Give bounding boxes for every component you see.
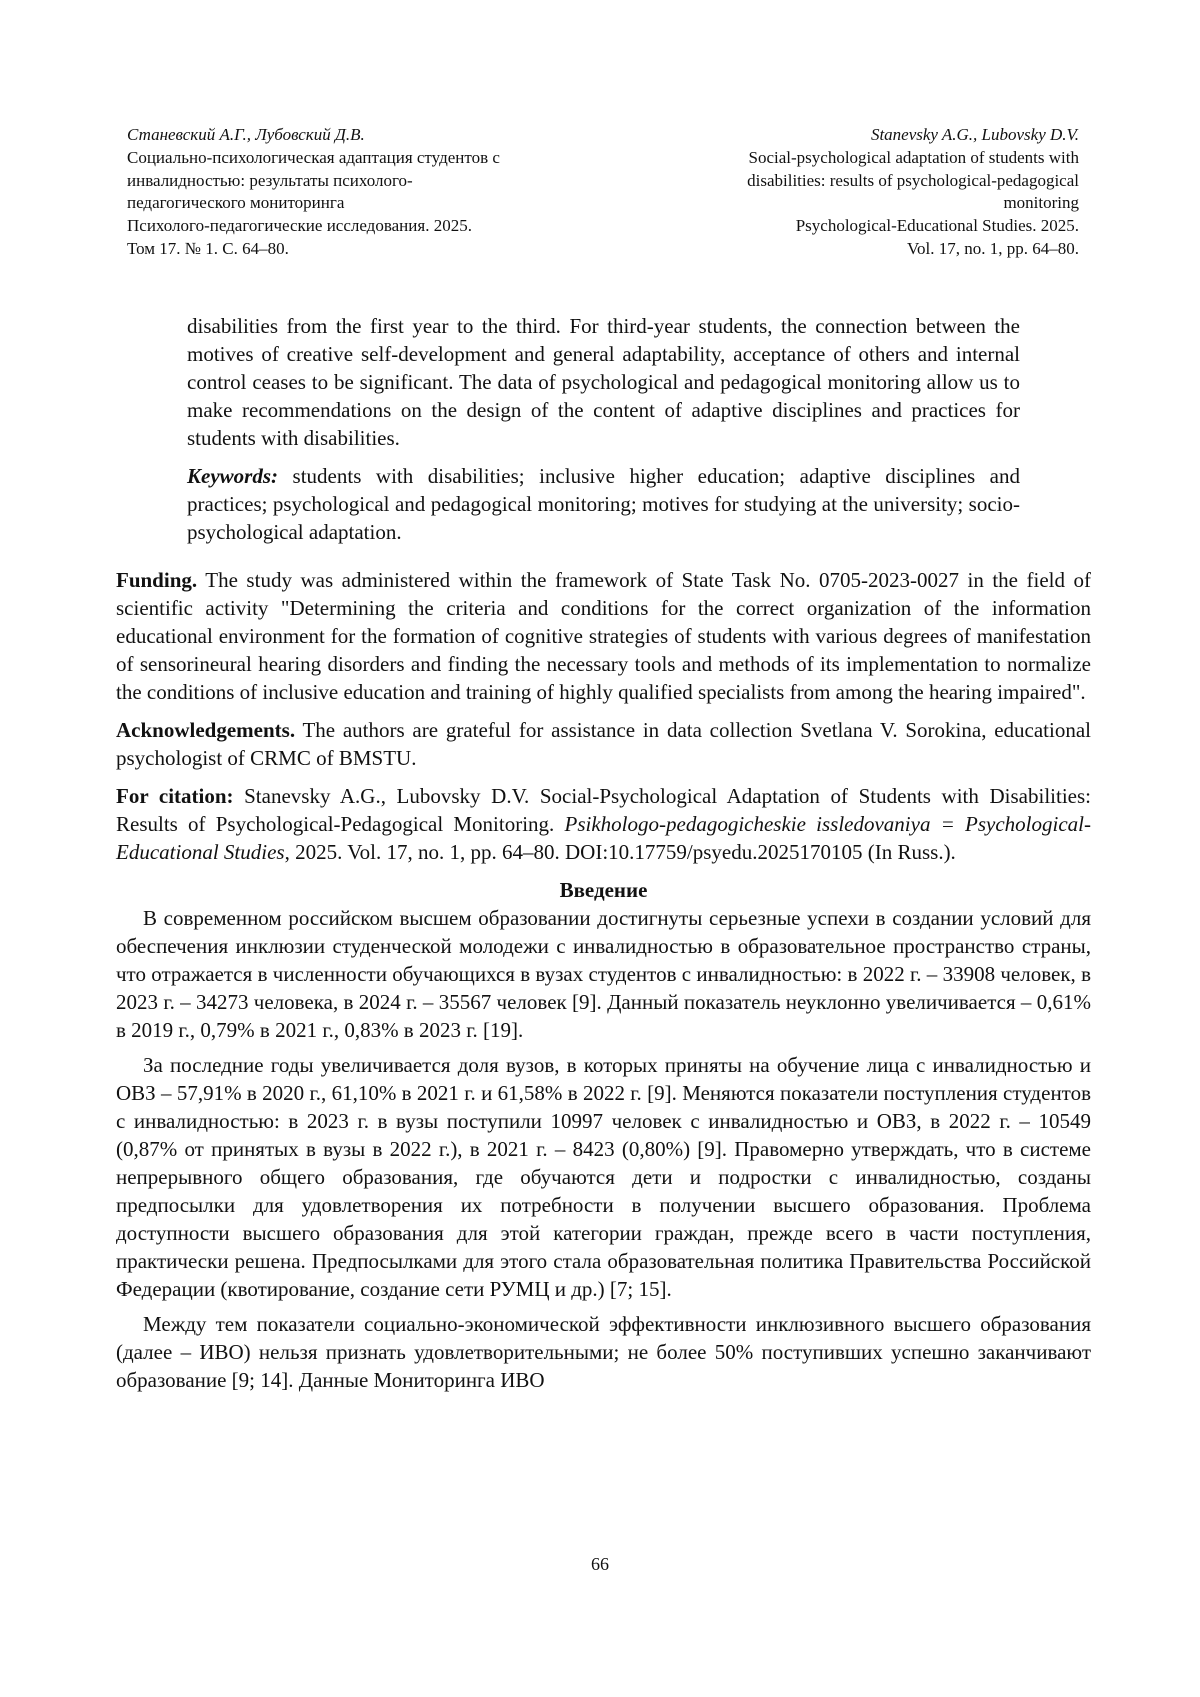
header-title-ru-line: инвалидностью: результаты психолого- (127, 170, 413, 190)
header-journal-en: Psychological-Educational Studies. 2025. (795, 216, 1079, 236)
funding-text: The study was administered within the framework of State Task No. 0705-2023-0027 in the field of scientific activity "Determining the criteria and conditions for the correct organization of the information educational environment for the formation of cognitive strategies of students with various degrees of manifestation of sensorineural hearing disorders and finding the necessary tools and methods of its implementation to normalize the conditions of inclusive education and training of highly qualified specialists from among the hearing impaired". (116, 568, 1091, 704)
abstract-text: disabilities from the first year to the third. For third-year students, the connection between the motives of creative self-development and general adaptability, acceptance of others and internal control ceases to be significant. The data of psychological and pedagogical monitoring allow us to make recommendations on the design of the content of adaptive disciplines and practices for students with disabilities. (187, 314, 1020, 450)
citation-label: For citation: (116, 784, 234, 808)
running-header-right (609, 124, 1079, 261)
header-title-en-line: monitoring (1003, 193, 1079, 213)
keywords-text: students with disabilities; inclusive higher education; adaptive disciplines and practices; psychological and pedagogical monitoring; motives for studying at the university; socio-psychological adaptation. (187, 464, 1020, 544)
intro-paragraph: За последние годы увеличивается доля вузов, в которых приняты на обучение лица с инвалидностью и ОВЗ – 57,91% в 2020 г., 61,10% в 2021 г. и 61,58% в 2022 г. [9]. Меняются показатели поступления студентов с инвалидностью: в 2023 г. в вузы поступили 10997 человек с инвалидностью и ОВЗ, в 2022 г. – 10549 (0,87% от принятых в вузы в 2022 г.), в 2021 г. – 8423 (0,80%) [9]. Правомерно утверждать, что в системе непрерывного общего образования, где обучаются дети и подростки с инвалидностью, созданы предпосылки для удовлетворения их потребности в получении высшего образования. Проблема доступности высшего образования для этой категории граждан, прежде всего в части поступления, практически решена. Предпосылками для этого стала образовательная политика Правительства Российской Федерации (квотирование, создание сети РУМЦ и др.) [7; 15]. (116, 1053, 1091, 1301)
header-volume-en: Vol. 17, no. 1, pp. 64–80. (906, 238, 1079, 258)
citation-text-b: , 2025. Vol. 17, no. 1, pp. 64–80. DOI:10.17759/psyedu.2025170105 (In Russ.). (284, 840, 956, 864)
citation-journal: Psikhologo-pedagogicheskie issledovaniya = Psychological-Educational Studies (116, 812, 1091, 864)
header-title-ru-line: Социально-психологическая адаптация студентов с (127, 147, 500, 167)
header-volume-ru: Том 17. № 1. С. 64–80. (127, 238, 289, 258)
abstract-continuation (187, 312, 1020, 546)
header-title-en-line: disabilities: results of psychological-pedagogical (747, 170, 1079, 190)
section-heading-introduction: Введение (559, 878, 648, 902)
header-authors-en: Stanevsky A.G., Lubovsky D.V. (870, 125, 1079, 144)
citation-text-a: Stanevsky A.G., Lubovsky D.V. Social-Psychological Adaptation of Students with Disabilities: Results of Psychological-Pedagogical Monitoring. (116, 784, 1091, 836)
keywords (187, 462, 1020, 546)
acknowledgements-label: Acknowledgements. (116, 718, 296, 742)
acknowledgements-paragraph (116, 716, 1091, 772)
page-number: 66 (591, 1554, 609, 1574)
intro-paragraph: Между тем показатели социально-экономической эффективности инклюзивного высшего образования (далее – ИВО) нельзя признать удовлетворительными; не более 50% поступивших успешно заканчивают образование [9; 14]. Данные Мониторинга ИВО (116, 1312, 1091, 1392)
main-text (116, 566, 1091, 1401)
intro-paragraph: В современном российском высшем образовании достигнуты серьезные успехи в создании условий для обеспечения инклюзии студенческой молодежи с инвалидностью в образовательное пространство страны, что отражается в численности обучающихся в вузах студентов с инвалидностью: в 2022 г. – 33908 человек, в 2023 г. – 34273 человека, в 2024 г. – 35567 человек [9]. Данный показатель неуклонно увеличивается – 0,61% в 2019 г., 0,79% в 2021 г., 0,83% в 2023 г. [19]. (116, 906, 1091, 1042)
acknowledgements-text: The authors are grateful for assistance in data collection Svetlana V. Sorokina, educational psychologist of CRMC of BMSTU. (116, 718, 1091, 770)
funding-label: Funding. (116, 568, 198, 592)
running-header-left (127, 124, 597, 261)
citation-paragraph (116, 782, 1091, 866)
header-title-en-line: Social-psychological adaptation of students with (748, 147, 1079, 167)
header-authors-ru: Станевский А.Г., Лубовский Д.В. (127, 125, 365, 144)
header-title-ru-line: педагогического мониторинга (127, 193, 345, 213)
keywords-label: Keywords: (187, 464, 278, 488)
funding-paragraph (116, 566, 1091, 706)
header-journal-ru: Психолого-педагогические исследования. 2025. (127, 216, 472, 236)
